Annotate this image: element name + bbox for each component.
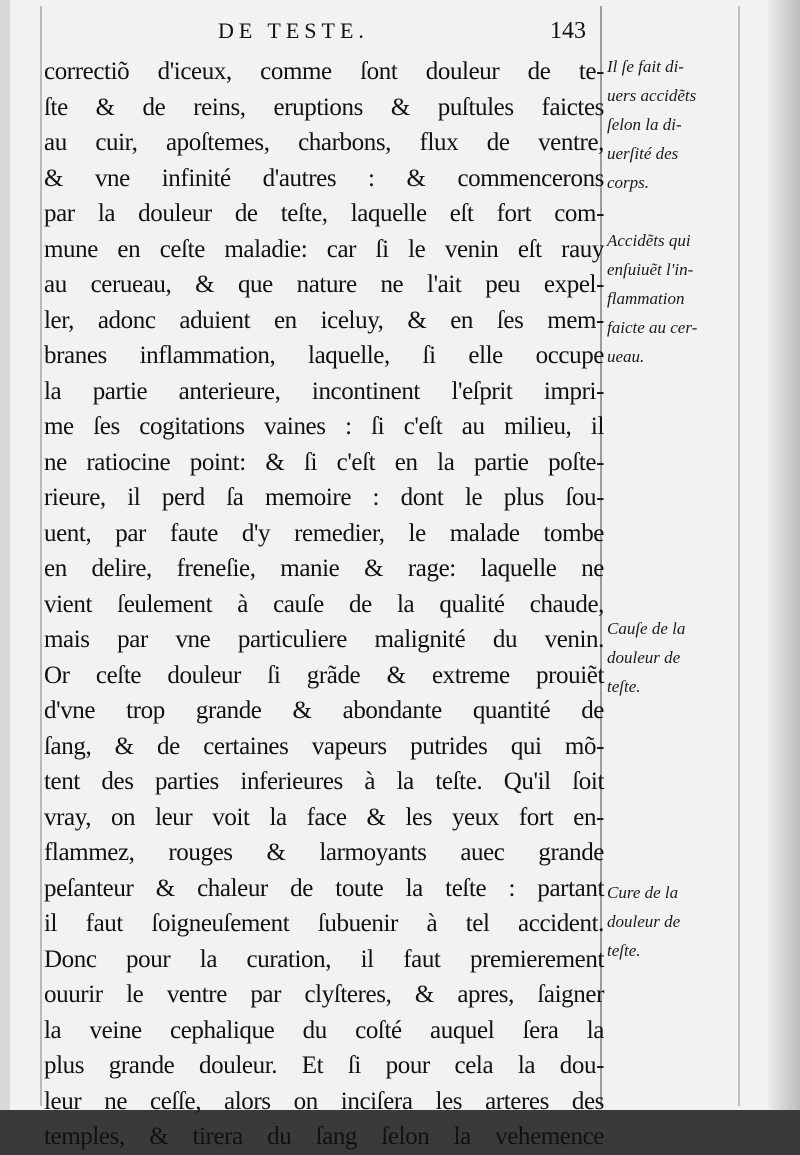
text-line: ne ratiocine point: & ſi c'eſt en la partie poſte-	[44, 448, 604, 476]
marginal-note	[607, 878, 739, 965]
text-line: tent des parties inferieures à la teſte. Qu'il ſoit	[44, 768, 604, 795]
marginal-note-line: Cure de la	[607, 883, 679, 902]
text-line: la veine cephalique du coſté auquel ſera la	[44, 1016, 604, 1044]
left-page-edge	[0, 0, 10, 1110]
left-margin-rule	[40, 6, 42, 1106]
text-line: temples, & tirera du ſang ſelon la vehemence	[44, 1123, 604, 1150]
text-line: & vne infinité d'autres : & commencerons	[44, 164, 604, 192]
marginal-note-line: Accidẽts qui	[607, 231, 691, 250]
text-line: plus grande douleur. Et ſi pour cela la dou-	[44, 1052, 604, 1079]
text-line: ſte & de reins, eruptions & puſtules faictes	[44, 93, 604, 121]
page-fold-shadow	[768, 0, 800, 1110]
text-line: d'vne trop grande & abondante quantité de	[44, 697, 604, 724]
text-line: Or ceſte douleur ſi grãde & extreme prouiẽt	[44, 661, 604, 689]
marginal-note	[607, 226, 739, 371]
marginal-note-line: uers accidẽts	[607, 86, 697, 105]
marginal-note-line: Il ſe fait di-	[607, 57, 684, 76]
marginal-note-line: douleur de	[607, 648, 681, 667]
text-line: il faut ſoigneuſement ſubuenir à tel accident.	[44, 910, 604, 937]
running-head: DE TESTE.	[218, 18, 369, 43]
text-line: ler, adonc aduient en iceluy, & en ſes mem-	[44, 306, 604, 334]
text-line: uent, par faute d'y remedier, le malade tombe	[44, 519, 604, 547]
marginal-note-line: Cauſe de la	[607, 619, 686, 638]
text-line: flammez, rouges & larmoyants auec grande	[44, 839, 604, 866]
text-line: peſanteur & chaleur de toute la teſte : partant	[44, 874, 604, 902]
text-line: ouurir le ventre par clyſteres, & apres, ſaigner	[44, 981, 604, 1008]
text-line: la partie anterieure, incontinent l'eſprit impri-	[44, 377, 604, 405]
marginal-note-line: uerſité des	[607, 144, 679, 163]
text-line: me ſes cogitations vaines : ſi c'eſt au milieu, il	[44, 413, 604, 440]
marginal-note-line: teſte.	[607, 677, 641, 696]
text-line: au cuir, apoſtemes, charbons, flux de ventre,	[44, 129, 604, 156]
text-line: au cerueau, & que nature ne l'ait peu expel-	[44, 271, 604, 298]
text-line: rieure, il perd ſa memoire : dont le plus ſou-	[44, 484, 604, 511]
text-line: mune en ceſte maladie: car ſi le venin eſt rauy	[44, 235, 604, 263]
marginal-note-line: corps.	[607, 173, 650, 192]
marginal-note-line: douleur de	[607, 912, 681, 931]
marginal-note-line: faicte au cer-	[607, 318, 698, 337]
marginal-note	[607, 52, 739, 197]
text-line: vient ſeulement à cauſe de la qualité chaude,	[44, 590, 604, 618]
text-line: correctiõ d'iceux, comme ſont douleur de te-	[44, 58, 604, 85]
text-line: branes inflammation, laquelle, ſi elle occupe	[44, 342, 604, 369]
text-line: ſang, & de certaines vapeurs putrides qui mõ-	[44, 732, 604, 760]
marginal-note-line: teſte.	[607, 941, 641, 960]
text-line: mais par vne particuliere malignité du venin.	[44, 626, 604, 653]
text-line: en delire, freneſie, manie & rage: laquelle ne	[44, 555, 604, 582]
text-line: leur ne ceſſe, alors on inciſera les arteres des	[44, 1087, 604, 1115]
marginal-note-line: flammation	[607, 289, 685, 308]
page-number: 143	[550, 18, 586, 44]
text-line: vray, on leur voit la face & les yeux fort en-	[44, 803, 604, 831]
marginal-note-line: enſuiuẽt l'in-	[607, 260, 694, 279]
body-text	[44, 54, 604, 1155]
text-line: par la douleur de teſte, laquelle eſt fort com-	[44, 200, 604, 227]
marginal-note	[607, 614, 739, 701]
marginal-note-line: ueau.	[607, 347, 645, 366]
marginal-note-line: ſelon la di-	[607, 115, 682, 134]
text-line: Donc pour la curation, il faut premierement	[44, 945, 604, 973]
